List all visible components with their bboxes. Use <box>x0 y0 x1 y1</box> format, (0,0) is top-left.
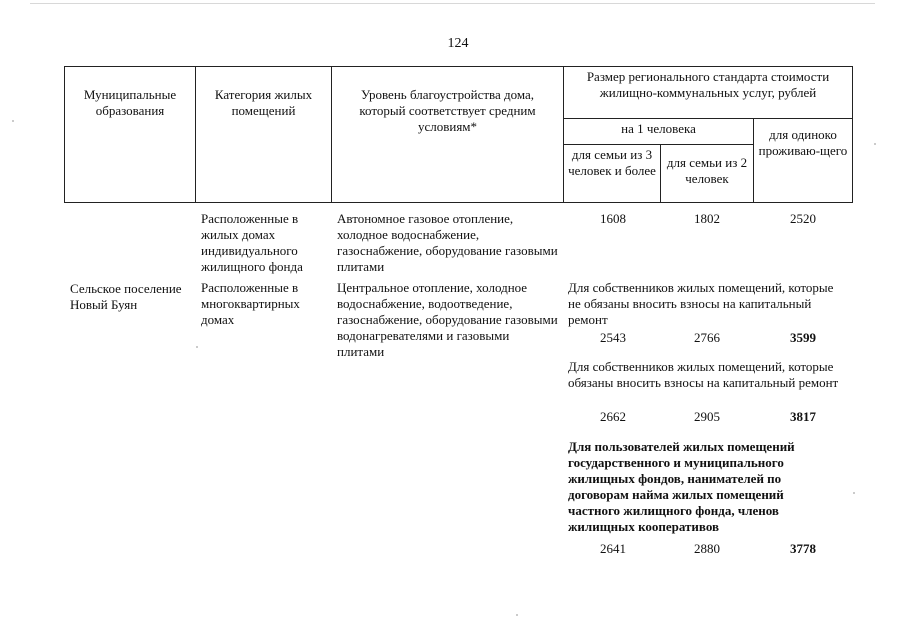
group1-note: Для собственников жилых помещений, которые не обязаны вносить взносы на капитальный ремонт <box>568 280 834 327</box>
group2-note: Для собственников жилых помещений, которые обязаны вносить взносы на капитальный ремонт <box>568 359 839 390</box>
group2-family3: 2662 <box>600 409 626 424</box>
header-per-person: на 1 человека <box>564 119 754 145</box>
scan-top-edge <box>30 3 875 4</box>
row1-category: Расположенные в жилых домах индивидуального жилищного фонда <box>201 211 303 274</box>
row2-category: Расположенные в многоквартирных домах <box>201 280 300 327</box>
group1-family2: 2766 <box>694 330 720 345</box>
group3-family3: 2641 <box>600 541 626 556</box>
header-single: для одиноко проживаю-щего <box>754 119 853 203</box>
group2-family2: 2905 <box>694 409 720 424</box>
scan-speck <box>12 120 14 122</box>
row1-family3: 1608 <box>600 211 626 226</box>
group3-note: Для пользователей жилых помещений государственного и муниципального жилищных фондов, нанимателей по договорам найма жилых помещений частного жилищного фонда, членов жилищных кооперативов <box>568 439 795 534</box>
scan-speck <box>874 143 876 145</box>
municipality-name: Сельское поселение Новый Буян <box>70 281 182 312</box>
header-standard: Размер регионального стандарта стоимости жилищно-коммунальных услуг, рублей <box>564 67 853 119</box>
row1-single: 2520 <box>790 211 816 226</box>
page-number: 124 <box>447 36 469 51</box>
row2-level: Центральное отопление, холодное водоснабжение, водоотведение, газоснабжение, оборудование газовыми водонагревателями и газовыми плитами <box>337 280 558 359</box>
group1-family3: 2543 <box>600 330 626 345</box>
group3-family2: 2880 <box>694 541 720 556</box>
header-category: Категория жилых помещений <box>196 67 332 203</box>
scan-speck <box>853 492 855 494</box>
group3-single: 3778 <box>790 541 816 556</box>
header-family3: для семьи из 3 человек и более <box>564 145 661 203</box>
group1-single: 3599 <box>790 330 816 345</box>
scan-speck <box>516 614 518 616</box>
table-header <box>64 66 853 203</box>
row1-family2: 1802 <box>694 211 720 226</box>
scan-speck <box>196 346 198 348</box>
header-family2: для семьи из 2 человек <box>661 145 754 203</box>
header-level: Уровень благоустройства дома, который соответствует средним условиям* <box>332 67 564 203</box>
row1-level: Автономное газовое отопление, холодное водоснабжение, газоснабжение, оборудование газовыми плитами <box>337 211 558 274</box>
header-municipality: Муниципальные образования <box>65 67 196 203</box>
group2-single: 3817 <box>790 409 816 424</box>
